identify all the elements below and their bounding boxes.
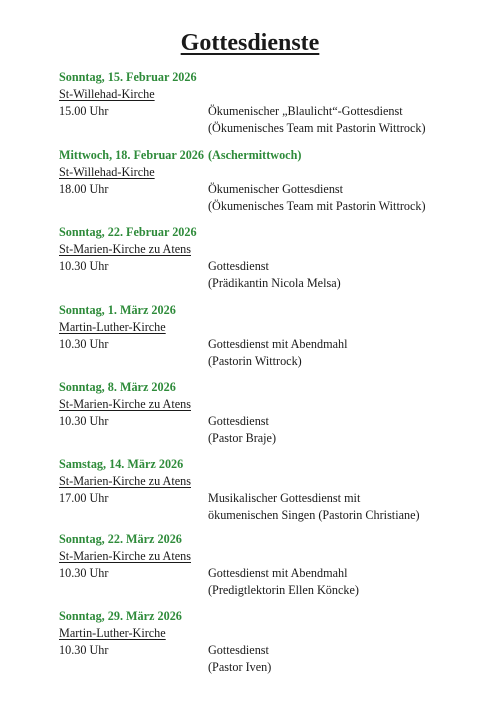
service-location: Martin-Luther-Kirche [59, 320, 166, 334]
service-location: St-Marien-Kirche zu Atens [59, 549, 191, 563]
service-description: Gottesdienst (Prädikantin Nicola Melsa) [208, 259, 341, 290]
service-description: Musikalischer Gottesdienst mit ökumenischen Singen (Pastorin Christiane) [208, 491, 420, 522]
service-time: 10.30 Uhr [59, 414, 109, 428]
service-date: Sonntag, 8. März 2026 [59, 380, 176, 394]
service-time: 17.00 Uhr [59, 491, 109, 505]
service-entry [59, 224, 479, 292]
service-description: Gottesdienst (Pastor Braje) [208, 414, 277, 445]
service-date: Sonntag, 15. Februar 2026 [59, 70, 197, 84]
service-entry [59, 608, 479, 676]
service-location: St-Marien-Kirche zu Atens [59, 242, 191, 256]
service-description: Gottesdienst mit Abendmahl (Predigtlektorin Ellen Köncke) [208, 566, 359, 597]
service-description: Gottesdienst mit Abendmahl (Pastorin Wittrock) [208, 337, 348, 368]
service-entry [59, 531, 479, 599]
service-date: Sonntag, 22. Februar 2026 [59, 225, 197, 239]
service-date: Mittwoch, 18. Februar 2026 (Aschermittwoch) [59, 148, 302, 162]
page-title: Gottesdienste [180, 30, 320, 56]
service-entry [59, 302, 479, 370]
service-time: 10.30 Uhr [59, 643, 109, 657]
service-location: St-Marien-Kirche zu Atens [59, 397, 191, 411]
service-time: 10.30 Uhr [59, 566, 109, 580]
service-location: Martin-Luther-Kirche [59, 626, 166, 640]
service-location: St-Willehad-Kirche [59, 165, 155, 179]
service-note: (Aschermittwoch) [208, 148, 302, 162]
service-entry [59, 379, 479, 447]
service-time: 10.30 Uhr [59, 259, 109, 273]
service-date: Sonntag, 1. März 2026 [59, 303, 176, 317]
service-date: Sonntag, 22. März 2026 [59, 532, 182, 546]
service-time: 18.00 Uhr [59, 182, 109, 196]
service-entry [59, 147, 479, 215]
service-time: 15.00 Uhr [59, 104, 109, 118]
service-date: Samstag, 14. März 2026 [59, 457, 184, 471]
service-location: St-Marien-Kirche zu Atens [59, 474, 191, 488]
service-entry [59, 69, 479, 137]
service-description: Ökumenischer Gottesdienst (Ökumenisches Team mit Pastorin Wittrock) [208, 182, 426, 213]
service-date: Sonntag, 29. März 2026 [59, 609, 182, 623]
service-location: St-Willehad-Kirche [59, 87, 155, 101]
service-time: 10.30 Uhr [59, 337, 109, 351]
service-description: Gottesdienst (Pastor Iven) [208, 643, 272, 674]
service-description: Ökumenischer „Blaulicht“-Gottesdienst (Ökumenisches Team mit Pastorin Wittrock) [208, 104, 426, 135]
service-entry [59, 456, 479, 524]
